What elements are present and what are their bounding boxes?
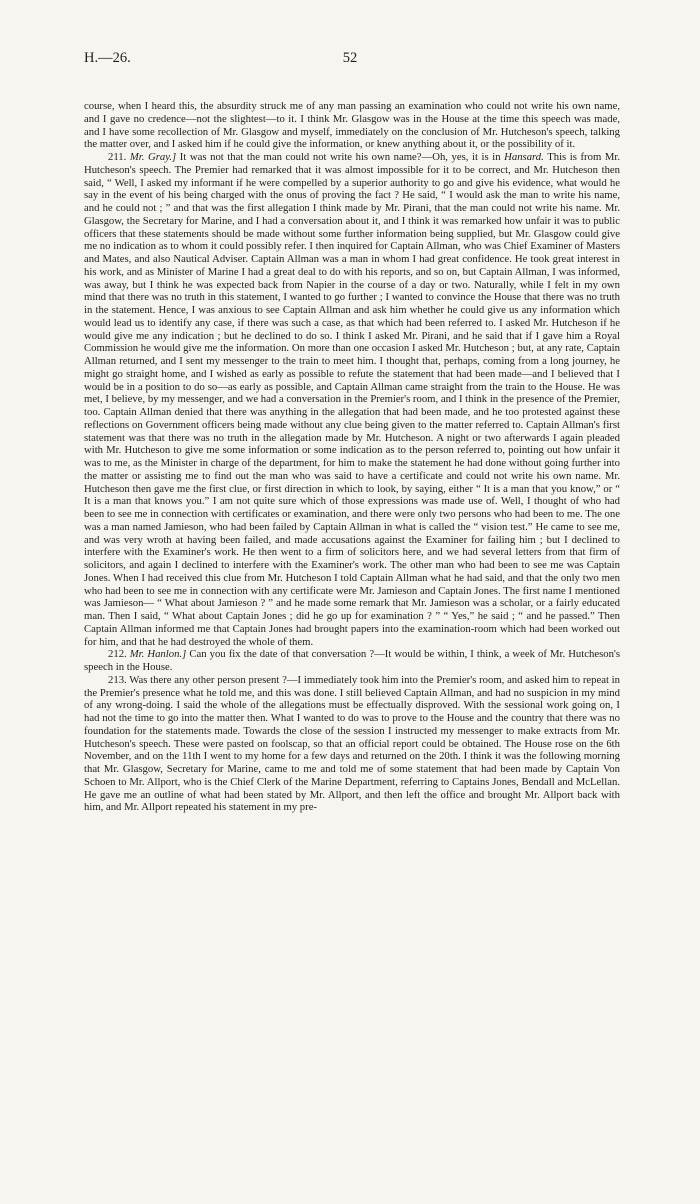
paragraph-question-213 [84, 674, 620, 814]
question-number: 211. [108, 151, 127, 163]
question-number: 212. [108, 648, 127, 661]
page-number: 52 [342, 50, 358, 66]
page-header [84, 50, 616, 74]
paragraph-text: course, when I heard this, the absurdity struck me of any man passing an examination who could not write his own name, and I gave no credence—not the slightest—to it. I think Mr. Glasgow was in the House at the time this speech was made, and I have some recollection of Mr. Glasgow and myself, immediately on the conclusion of Mr. Hutcheson's speech, talking the matter over, and I asked him if he could give the information, or knew anything about it, or the possibility of it. [84, 100, 620, 151]
paragraph-text: Was there any other person present ?—I immediately took him into the Premier's room, and asked him to repeat in the Premier's presence what he told me, and this was done. I still believed Captain Allman, and had no suspicion in my mind of any wrong-doing. I said the whole of the allegations must be effectually disproved. With the sessional work going on, I had not the time to go into the matter then. What I wanted to do was to prove to the House and the country that there was no foundation for the statements made. Towards the close of the session I instructed my messenger to make extracts from Mr. Hutcheson's speech. These were pasted on foolscap, so that an official report could be obtained. The House rose on the 6th November, and on the 11th I went to my home for a few days and returned on the 20th. I think it was the following morning that Mr. Glasgow, Secretary for Marine, came to me and told me of some statement that had been made by Captain Von Schoen to Mr. Allport, who is the Chief Clerk of the Marine Department, referring to Captains Jones, Bendall and McLellan. He gave me an outline of what had been stated by Mr. Allport, and then left the office and brought Mr. Allport back with him, and Mr. Allport repeated his statement in my pre- [84, 673, 620, 814]
italic-reference: Hansard. [504, 151, 544, 163]
paragraph-question-211 [84, 151, 620, 648]
paragraph-question-212 [84, 648, 620, 674]
paragraph-text: Can you fix the date of that conversation ?—It would be within, I think, a week of Mr. Hutcheson's speech in the House. [84, 648, 620, 673]
speaker-label: Mr. Hanlon.] [129, 648, 187, 661]
paragraph-text: It was not that the man could not write his own name?—Oh, yes, it is in [179, 151, 501, 163]
document-code: H.—26. [84, 50, 131, 66]
question-number: 213. [108, 673, 127, 686]
speaker-label: Mr. Gray.] [129, 151, 177, 163]
document-body [84, 100, 620, 814]
paragraph-text-continued: This is from Mr. Hutcheson's speech. The Premier had remarked that it was almost impossible for it to be correct, and Mr. Hutcheson then said, “ Well, I asked my informant if he were compelled by a superior authority to go and give his evidence, what would he say in the event of his being charged with the onus of proving the fact ? He said, “ I would ask the man to write his name, and he could not ; ” and that was the first allegation I think made by Mr. Pirani, that the man could not write his name. Mr. Glasgow, the Secretary for Marine, and I had a conversation about it, and I think it was remarked how unfair it was to public officers that these statements should be made without some further information being supplied, but Mr. Glasgow could give me no indication as to whom it could possibly refer. I then inquired for Captain Allman, who was Chief Examiner of Masters and Mates, and also Nautical Adviser. Captain Allman was a man in whom I had great confidence. He took great interest in his work, and as Minister of Marine I had a great deal to do with his reports, and so on, but Captain Allman, I was informed, was away, but I think he was expected back from Napier in the course of a day or two. Naturally, while I felt in my own mind that there was no truth in this statement, I wanted to go further ; I wanted to convince the House that there was no truth in the statement. Hence, I was anxious to see Captain Allman and ask him whether he could give us any information which would lead us to identify any case, if there was such a case, as that which had been referred to. I asked Mr. Hutcheson if he would give me any indication ; but he declined to do so. I think I asked Mr. Pirani, and he said that if I gave him a Royal Commission he would give me the information. On more than one occasion I asked Mr. Hutcheson ; but, at any rate, Captain Allman returned, and I sent my messenger to the train to meet him. I thought that, perhaps, coming from a long journey, he might go straight home, and I wished as early as possible to refute the statement that had been made—and I believed that I would be in a position to do so—as early as possible, and Captain Allman came straight from the train to the House. He was met, I believe, by my messenger, and we had a conversation in the Premier's room, and I think in the presence of the Premier, too. Captain Allman denied that there was anything in the allegation that had been made, and he too protested against these reflections on Government officers being made without any clue being given to the matter referred to. Captain Allman's first statement was that there was no truth in the allegation made by Mr. Hutcheson. A night or two afterwards I again pleaded with Mr. Hutcheson to give me some information or some indication as to the person referred to, pointing out how unfair it was to me, as the Minister in charge of the department, for him to make the statement he had done without going further into the matter or assisting me to find out the man who was said to have a certificate and could not write his own name. Mr. Hutcheson then gave me the first clue, or first direction in which to look, by saying, either “ It is a man that you know,” or “ It is a man that knows you.” I am not quite sure which of those expressions was made use of. Well, I thought of who had been to see me in connection with certificates or examination, and there were only two persons who had been to me. The one was a man named Jamieson, who had been failed by Captain Allman in what is called the “ vision test.” He came to see me, and was very wroth at having been failed, and made accusations against the Examiner for failing him ; but I declined to interfere with the Examiner's work. He then went to a firm of solicitors here, and we had several letters from that firm of solicitors, and again I declined to interfere with the Examiner's work. The other man who had been to see me was Captain Jones. When I had received this clue from Mr. Hutcheson I told Captain Allman what he had said, and that the only two men who had been to see me in connection with any certificate were Mr. Jamieson and Captain Jones. The first name I mentioned was Jamieson— “ What about Jamieson ? ” and he made some remark that Mr. Jamieson was a scholar, or a fairly educated man. Then I said, “ What about Captain Jones ; did he go up for examination ? ” “ Yes,” he said ; “ and he passed.” Then Captain Allman informed me that Captain Jones had brought papers into the examination-room which had been worked out for him, and that he had destroyed the whole of them. [84, 151, 620, 648]
paragraph [84, 100, 620, 151]
